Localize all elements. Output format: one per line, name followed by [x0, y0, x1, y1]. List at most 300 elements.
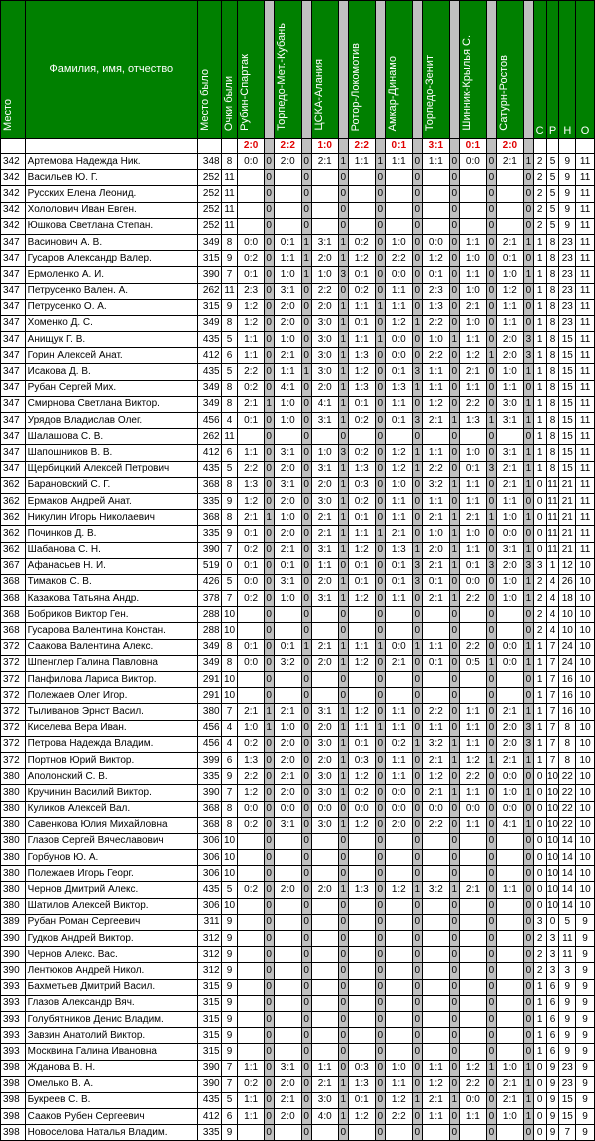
table-row [1, 882, 595, 898]
prediction-cell [274, 914, 301, 930]
prediction-cell [238, 672, 264, 688]
points-earned-cell: 0 [375, 461, 385, 477]
prediction-cell: 0:5 [459, 655, 486, 671]
place-was-cell: 390 [197, 267, 221, 283]
prediction-cell: 3:0 [496, 396, 523, 412]
name-cell: Барановский С. Г. [25, 477, 197, 493]
prediction-cell [385, 170, 412, 186]
points-earned-cell: 0 [449, 963, 459, 979]
place-cell: 372 [1, 752, 26, 768]
name-cell: Новоселова Наталья Владим. [25, 1125, 197, 1141]
stat-cell: 5 [559, 914, 576, 930]
stat-cell: 1 [533, 639, 546, 655]
points-earned-cell: 0 [449, 251, 459, 267]
place-cell: 362 [1, 542, 26, 558]
match-result: 3:1 [422, 139, 449, 154]
prediction-cell: 1:1 [348, 526, 375, 542]
points-earned-cell: 0 [375, 947, 385, 963]
points-earned-cell: 1 [338, 1092, 348, 1108]
points-earned-cell: 0 [375, 1011, 385, 1027]
prediction-cell: 1:1 [385, 769, 412, 785]
stat-cell: 2 [533, 186, 546, 202]
results-blank [576, 139, 595, 154]
points-earned-cell: 0 [412, 1076, 422, 1092]
table-row [1, 542, 595, 558]
prediction-cell [459, 429, 486, 445]
points-earned-cell: 0 [264, 477, 274, 493]
stat-cell: 10 [576, 720, 595, 736]
table-row [1, 396, 595, 412]
points-earned-cell: 0 [264, 785, 274, 801]
place-was-cell: 435 [197, 332, 221, 348]
prediction-cell [274, 688, 301, 704]
stat-cell: 15 [559, 380, 576, 396]
points-earned-cell: 1 [524, 154, 534, 170]
points-earned-cell: 0 [486, 639, 496, 655]
points-earned-cell: 0 [412, 817, 422, 833]
prediction-cell: 2:2 [422, 461, 449, 477]
prediction-cell: 2:1 [274, 542, 301, 558]
prediction-cell: 2:0 [496, 332, 523, 348]
prediction-cell: 1:1 [422, 445, 449, 461]
points-cell: 5 [221, 461, 238, 477]
stat-cell: 9 [576, 1028, 595, 1044]
prediction-cell: 2:0 [274, 785, 301, 801]
points-earned-cell: 1 [524, 445, 534, 461]
stat-cell: 7 [546, 752, 559, 768]
stat-cell: 11 [576, 461, 595, 477]
points-cell: 10 [221, 898, 238, 914]
points-earned-cell: 1 [486, 413, 496, 429]
prediction-cell: 2:0 [311, 251, 338, 267]
stat-cell: 11 [576, 332, 595, 348]
points-earned-cell: 0 [375, 510, 385, 526]
stat-cell: 9 [559, 1028, 576, 1044]
points-earned-cell: 1 [375, 154, 385, 170]
place-cell: 393 [1, 995, 26, 1011]
prediction-cell [238, 186, 264, 202]
stat-cell: 9 [546, 1092, 559, 1108]
points-earned-cell: 0 [375, 931, 385, 947]
table-row [1, 963, 595, 979]
prediction-cell: 1:1 [311, 558, 338, 574]
stat-cell: 10 [576, 833, 595, 849]
place-was-cell: 315 [197, 979, 221, 995]
points-earned-cell: 0 [264, 898, 274, 914]
points-earned-cell: 0 [264, 963, 274, 979]
prediction-cell: 1:1 [422, 1109, 449, 1125]
header-match [385, 1, 412, 139]
results-gap [375, 139, 385, 154]
place-was-cell: 412 [197, 348, 221, 364]
stat-cell: 9 [559, 218, 576, 234]
points-earned-cell: 0 [449, 817, 459, 833]
stat-cell: 16 [559, 688, 576, 704]
points-earned-cell: 0 [338, 833, 348, 849]
points-earned-cell: 0 [486, 817, 496, 833]
points-earned-cell: 0 [412, 251, 422, 267]
stat-cell: 21 [559, 542, 576, 558]
prediction-cell [422, 1028, 449, 1044]
stat-cell: 0 [533, 801, 546, 817]
prediction-cell [348, 218, 375, 234]
place-was-cell: 399 [197, 752, 221, 768]
stat-cell: 24 [559, 655, 576, 671]
prediction-cell [422, 170, 449, 186]
points-earned-cell: 1 [264, 720, 274, 736]
prediction-cell [238, 607, 264, 623]
points-earned-cell: 0 [524, 429, 534, 445]
points-earned-cell: 0 [264, 380, 274, 396]
header-match-label: Сатурн-Ростов [497, 55, 510, 131]
prediction-cell [385, 931, 412, 947]
points-earned-cell: 1 [338, 704, 348, 720]
stat-cell: 11 [576, 396, 595, 412]
prediction-cell: 0:1 [348, 558, 375, 574]
prediction-cell [385, 914, 412, 930]
prediction-cell: 2:0 [496, 558, 523, 574]
place-was-cell: 390 [197, 1060, 221, 1076]
prediction-cell [238, 1044, 264, 1060]
stat-cell: 10 [546, 801, 559, 817]
points-earned-cell: 0 [301, 299, 311, 315]
stat-cell: 0 [533, 1109, 546, 1125]
prediction-cell: 3:0 [311, 1092, 338, 1108]
prediction-cell: 1:1 [422, 380, 449, 396]
points-earned-cell: 0 [449, 1109, 459, 1125]
prediction-cell: 1:0 [274, 510, 301, 526]
points-earned-cell: 0 [264, 1044, 274, 1060]
prediction-cell: 2:0 [274, 154, 301, 170]
prediction-cell: 2:2 [459, 591, 486, 607]
points-earned-cell: 0 [486, 283, 496, 299]
points-earned-cell: 0 [375, 267, 385, 283]
points-cell: 11 [221, 283, 238, 299]
header-stat: О [576, 1, 595, 139]
prediction-cell: 1:1 [459, 380, 486, 396]
points-earned-cell: 0 [301, 218, 311, 234]
points-earned-cell: 0 [375, 607, 385, 623]
prediction-cell: 1:2 [238, 315, 264, 331]
place-was-cell: 390 [197, 785, 221, 801]
table-row [1, 218, 595, 234]
points-earned-cell: 1 [375, 299, 385, 315]
header-gap [412, 1, 422, 139]
prediction-cell [496, 914, 523, 930]
points-cell: 9 [221, 251, 238, 267]
points-earned-cell: 0 [449, 639, 459, 655]
points-earned-cell: 0 [449, 218, 459, 234]
points-earned-cell: 0 [449, 898, 459, 914]
points-earned-cell: 0 [412, 591, 422, 607]
prediction-cell [238, 623, 264, 639]
stat-cell: 11 [576, 267, 595, 283]
points-cell: 9 [221, 947, 238, 963]
stat-cell: 23 [559, 299, 576, 315]
stat-cell: 11 [576, 445, 595, 461]
points-cell: 9 [221, 1028, 238, 1044]
stat-cell: 9 [546, 1076, 559, 1092]
prediction-cell: 0:1 [385, 574, 412, 590]
points-cell: 10 [221, 623, 238, 639]
table-row [1, 1109, 595, 1125]
prediction-cell: 2:1 [238, 396, 264, 412]
points-earned-cell: 0 [264, 429, 274, 445]
stat-cell: 11 [576, 542, 595, 558]
points-earned-cell: 0 [375, 413, 385, 429]
place-was-cell: 315 [197, 251, 221, 267]
points-earned-cell: 0 [338, 1011, 348, 1027]
prediction-cell: 0:0 [238, 801, 264, 817]
prediction-cell: 1:0 [422, 526, 449, 542]
prediction-cell: 1:0 [459, 445, 486, 461]
prediction-cell: 2:2 [422, 348, 449, 364]
points-earned-cell: 0 [524, 283, 534, 299]
name-cell: Полежаев Игорь Георг. [25, 866, 197, 882]
prediction-cell: 1:0 [496, 574, 523, 590]
stat-cell: 3 [546, 931, 559, 947]
points-earned-cell: 0 [486, 493, 496, 509]
points-earned-cell: 0 [524, 947, 534, 963]
results-gap [301, 139, 311, 154]
points-cell: 5 [221, 1092, 238, 1108]
stat-cell: 9 [576, 963, 595, 979]
place-cell: 342 [1, 186, 26, 202]
points-earned-cell: 0 [449, 995, 459, 1011]
points-earned-cell: 1 [338, 591, 348, 607]
points-earned-cell: 0 [301, 574, 311, 590]
points-earned-cell: 0 [338, 218, 348, 234]
stat-cell: 7 [546, 736, 559, 752]
prediction-cell: 0:0 [311, 801, 338, 817]
place-cell: 347 [1, 461, 26, 477]
prediction-cell: 2:0 [311, 752, 338, 768]
results-row [1, 139, 595, 154]
place-was-cell: 288 [197, 607, 221, 623]
points-earned-cell: 1 [524, 542, 534, 558]
prediction-cell [496, 186, 523, 202]
place-cell: 347 [1, 299, 26, 315]
prediction-cell [348, 1044, 375, 1060]
stat-cell: 11 [546, 526, 559, 542]
points-earned-cell: 0 [412, 785, 422, 801]
prediction-cell: 1:1 [385, 283, 412, 299]
name-cell: Бобриков Виктор Ген. [25, 607, 197, 623]
points-earned-cell: 3 [524, 736, 534, 752]
prediction-cell: 3:1 [274, 477, 301, 493]
prediction-cell: 0:2 [348, 234, 375, 250]
stat-cell: 2 [533, 607, 546, 623]
points-cell: 9 [221, 493, 238, 509]
place-cell: 347 [1, 429, 26, 445]
stat-cell: 7 [546, 672, 559, 688]
points-earned-cell: 0 [301, 283, 311, 299]
points-cell: 9 [221, 963, 238, 979]
prediction-cell [459, 898, 486, 914]
prediction-cell: 0:0 [238, 234, 264, 250]
points-earned-cell: 0 [301, 655, 311, 671]
points-earned-cell: 1 [338, 380, 348, 396]
place-cell: 368 [1, 591, 26, 607]
header-name: Фамилия, имя, отчество [25, 1, 197, 139]
prediction-cell: 2:2 [459, 396, 486, 412]
prediction-cell [422, 898, 449, 914]
prediction-cell: 2:1 [422, 785, 449, 801]
name-cell: Рубан Роман Сергеевич [25, 914, 197, 930]
prediction-cell: 2:1 [496, 477, 523, 493]
prediction-cell [459, 1028, 486, 1044]
prediction-cell [348, 947, 375, 963]
prediction-cell: 1:2 [459, 348, 486, 364]
stat-cell: 8 [546, 461, 559, 477]
stat-cell: 0 [533, 817, 546, 833]
place-was-cell: 456 [197, 413, 221, 429]
stat-cell: 10 [576, 558, 595, 574]
points-earned-cell: 3 [338, 267, 348, 283]
points-earned-cell: 0 [375, 672, 385, 688]
prediction-cell [311, 866, 338, 882]
prediction-cell [274, 429, 301, 445]
prediction-cell [496, 1044, 523, 1060]
points-earned-cell: 0 [524, 315, 534, 331]
points-earned-cell: 0 [375, 477, 385, 493]
points-earned-cell: 0 [301, 607, 311, 623]
name-cell: Чернов Алекс. Вас. [25, 947, 197, 963]
points-earned-cell: 0 [524, 1028, 534, 1044]
points-earned-cell: 0 [412, 234, 422, 250]
prediction-cell: 1:1 [385, 720, 412, 736]
stat-cell: 1 [533, 752, 546, 768]
prediction-cell: 1:0 [459, 315, 486, 331]
points-earned-cell: 0 [375, 429, 385, 445]
prediction-cell: 0:1 [459, 558, 486, 574]
points-earned-cell: 0 [449, 833, 459, 849]
points-earned-cell: 0 [524, 623, 534, 639]
prediction-cell: 0:0 [459, 154, 486, 170]
header-gap [486, 1, 496, 139]
prediction-cell [496, 688, 523, 704]
prediction-cell [348, 688, 375, 704]
name-cell: Букреев С. В. [25, 1092, 197, 1108]
points-earned-cell: 0 [338, 672, 348, 688]
points-earned-cell: 0 [264, 979, 274, 995]
prediction-cell: 0:0 [238, 655, 264, 671]
stat-cell: 9 [576, 1092, 595, 1108]
points-earned-cell: 3 [524, 720, 534, 736]
points-cell: 6 [221, 348, 238, 364]
header-match-label: Ротор-Локомотив [349, 42, 362, 131]
stat-cell: 9 [576, 1125, 595, 1141]
points-earned-cell: 0 [301, 186, 311, 202]
points-earned-cell: 0 [375, 396, 385, 412]
place-cell: 342 [1, 218, 26, 234]
place-cell: 347 [1, 234, 26, 250]
points-earned-cell: 0 [301, 704, 311, 720]
prediction-cell: 1:1 [422, 493, 449, 509]
prediction-cell [459, 963, 486, 979]
name-cell: Горбунов Ю. А. [25, 850, 197, 866]
prediction-cell: 1:2 [385, 315, 412, 331]
stat-cell: 8 [546, 364, 559, 380]
place-was-cell: 306 [197, 898, 221, 914]
name-cell: Шабанова С. Н. [25, 542, 197, 558]
place-cell: 362 [1, 526, 26, 542]
stat-cell: 1 [533, 445, 546, 461]
name-cell: Шапошников В. В. [25, 445, 197, 461]
points-earned-cell: 0 [412, 477, 422, 493]
points-earned-cell: 1 [338, 574, 348, 590]
points-earned-cell: 1 [524, 1092, 534, 1108]
points-earned-cell: 0 [264, 348, 274, 364]
table-row [1, 299, 595, 315]
prediction-cell: 0:0 [348, 801, 375, 817]
points-earned-cell: 0 [301, 979, 311, 995]
place-was-cell: 349 [197, 315, 221, 331]
stat-cell: 1 [533, 1028, 546, 1044]
prediction-cell: 4:0 [311, 1109, 338, 1125]
prediction-cell: 1:2 [238, 299, 264, 315]
stat-cell: 9 [559, 170, 576, 186]
points-earned-cell: 0 [449, 364, 459, 380]
stat-cell: 9 [576, 1076, 595, 1092]
prediction-cell: 0:3 [348, 752, 375, 768]
name-cell: Васильев Ю. Г. [25, 170, 197, 186]
prediction-cell [422, 218, 449, 234]
prediction-cell: 1:1 [459, 736, 486, 752]
points-earned-cell: 1 [301, 234, 311, 250]
prediction-cell [459, 218, 486, 234]
place-cell: 380 [1, 850, 26, 866]
place-was-cell: 349 [197, 396, 221, 412]
prediction-cell: 0:2 [238, 591, 264, 607]
header-gap [338, 1, 348, 139]
stat-cell: 22 [559, 801, 576, 817]
match-result: 2:2 [274, 139, 301, 154]
prediction-cell: 0:1 [274, 234, 301, 250]
stat-cell: 1 [546, 558, 559, 574]
prediction-cell: 1:1 [238, 1109, 264, 1125]
name-cell: Рубан Сергей Мих. [25, 380, 197, 396]
prediction-cell: 3:1 [274, 817, 301, 833]
points-earned-cell: 0 [449, 1076, 459, 1092]
table-row [1, 817, 595, 833]
points-earned-cell: 0 [301, 623, 311, 639]
points-earned-cell: 1 [449, 413, 459, 429]
stat-cell: 2 [533, 218, 546, 234]
points-earned-cell: 0 [412, 1125, 422, 1141]
points-earned-cell: 0 [301, 833, 311, 849]
points-earned-cell: 0 [486, 720, 496, 736]
points-earned-cell: 0 [338, 801, 348, 817]
place-cell: 393 [1, 979, 26, 995]
prediction-cell: 1:2 [422, 1076, 449, 1092]
prediction-cell [422, 866, 449, 882]
prediction-cell [311, 607, 338, 623]
points-earned-cell: 0 [412, 1060, 422, 1076]
points-earned-cell: 0 [524, 607, 534, 623]
prediction-cell: 1:1 [422, 720, 449, 736]
prediction-cell: 1:2 [385, 882, 412, 898]
prediction-cell: 1:2 [422, 769, 449, 785]
match-result: 2:0 [496, 139, 523, 154]
stat-cell: 1 [533, 720, 546, 736]
points-cell: 5 [221, 882, 238, 898]
prediction-cell: 1:1 [459, 477, 486, 493]
points-earned-cell: 0 [338, 607, 348, 623]
stat-cell: 1 [533, 364, 546, 380]
table-row [1, 833, 595, 849]
points-earned-cell: 0 [524, 979, 534, 995]
